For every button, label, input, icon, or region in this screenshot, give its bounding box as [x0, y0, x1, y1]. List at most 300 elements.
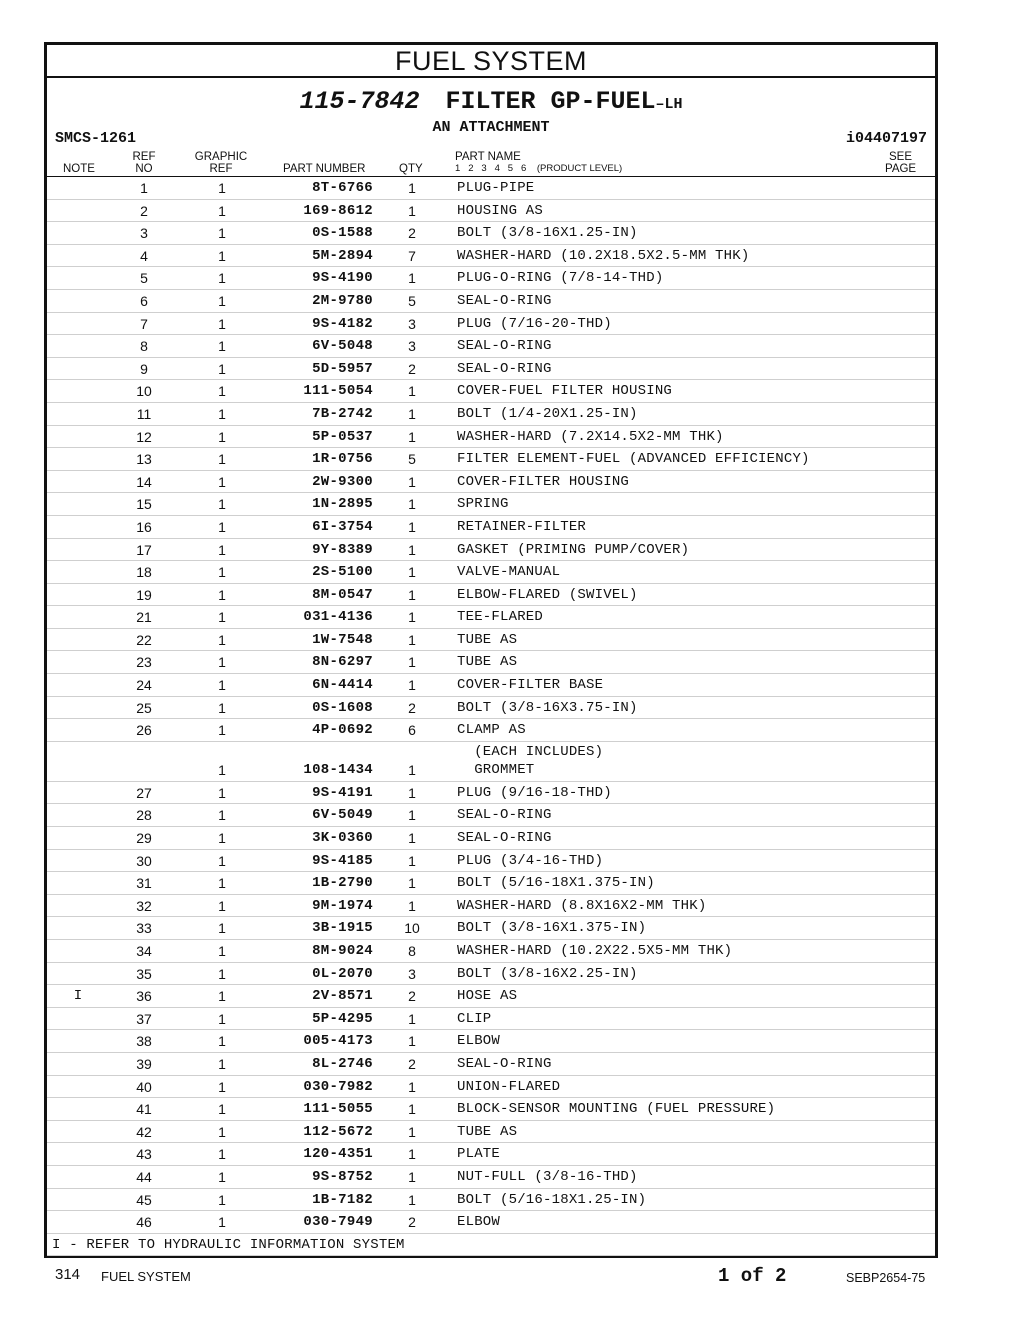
row-part-number: 8N-6297: [312, 654, 373, 671]
row-qty: 2: [408, 360, 416, 377]
row-part-number: 9S-4190: [312, 270, 373, 287]
group-header: [47, 78, 935, 136]
parts-table: [47, 177, 935, 1234]
row-qty: 2: [408, 1055, 416, 1072]
section-title: FUEL SYSTEM: [47, 45, 935, 78]
row-graphic-ref: 1: [218, 428, 226, 445]
row-ref-no: 27: [136, 784, 152, 801]
row-part-number: 6I-3754: [312, 518, 373, 535]
row-qty: 1: [408, 1168, 416, 1185]
row-part-name: WASHER-HARD (10.2X18.5X2.5-MM THK): [457, 247, 750, 264]
parts-list-frame: [44, 42, 938, 1258]
row-graphic-ref: 1: [218, 1123, 226, 1140]
table-row: [47, 917, 935, 940]
table-row: [47, 674, 935, 697]
row-qty: 1: [408, 631, 416, 648]
row-part-number: 2S-5100: [312, 564, 373, 581]
row-part-number: 1R-0756: [312, 451, 373, 468]
table-row: [47, 1143, 935, 1166]
row-ref-no: 10: [136, 383, 152, 400]
row-part-name: SEAL-O-RING: [457, 807, 552, 824]
group-suffix: –LH: [655, 96, 683, 113]
col-see-bottom: PAGE: [885, 163, 917, 175]
row-part-name: HOUSING AS: [457, 202, 544, 219]
row-part-name: NUT-FULL (3/8-16-THD): [457, 1168, 638, 1185]
row-qty: 1: [408, 761, 416, 778]
row-ref-no: 43: [136, 1146, 152, 1163]
table-row: [47, 539, 935, 562]
row-part-number: 2W-9300: [312, 473, 373, 490]
table-row: [47, 1098, 935, 1121]
row-graphic-ref: 1: [218, 699, 226, 716]
row-part-number: 9S-4182: [312, 315, 373, 332]
row-qty: 1: [408, 609, 416, 626]
row-graphic-ref: 1: [218, 830, 226, 847]
row-part-name: COVER-FILTER BASE: [457, 677, 604, 694]
row-ref-no: 25: [136, 699, 152, 716]
row-ref-no: 39: [136, 1055, 152, 1072]
table-row: [47, 651, 935, 674]
row-graphic-ref: 1: [218, 564, 226, 581]
row-ref-no: 13: [136, 451, 152, 468]
row-graphic-ref: 1: [218, 654, 226, 671]
table-row: [47, 222, 935, 245]
row-qty: 1: [408, 202, 416, 219]
row-graphic-ref: 1: [218, 631, 226, 648]
row-qty: 1: [408, 875, 416, 892]
col-ref-top: REF: [132, 151, 156, 163]
row-ref-no: 38: [136, 1033, 152, 1050]
table-row: [47, 177, 935, 200]
row-ref-no: 23: [136, 654, 152, 671]
table-row: [47, 1189, 935, 1212]
table-row: [47, 290, 935, 313]
col-product-level: 1 2 3 4 5 6 (PRODUCT LEVEL): [455, 163, 623, 174]
row-graphic-ref: 1: [218, 965, 226, 982]
row-part-number: 8M-0547: [312, 586, 373, 603]
row-graphic-ref: 1: [218, 473, 226, 490]
row-graphic-ref: 1: [218, 852, 226, 869]
row-graphic-ref: 1: [218, 897, 226, 914]
row-part-name: TUBE AS: [457, 654, 518, 671]
table-row: [47, 719, 935, 742]
row-qty: 1: [408, 830, 416, 847]
row-part-number: 1B-7182: [312, 1191, 373, 1208]
row-part-number: 9S-8752: [312, 1168, 373, 1185]
row-graphic-ref: 1: [218, 383, 226, 400]
row-graphic-ref: 1: [218, 722, 226, 739]
row-graphic-ref: 1: [218, 943, 226, 959]
col-graphic-bottom: REF: [209, 163, 233, 175]
row-part-number: 5D-5957: [312, 360, 373, 377]
row-qty: 6: [408, 722, 416, 739]
col-qty: QTY: [399, 163, 423, 175]
row-graphic-ref: 1: [218, 988, 226, 1005]
row-graphic-ref: 1: [218, 807, 226, 824]
row-qty: 7: [408, 247, 416, 264]
row-graphic-ref: 1: [218, 270, 226, 287]
row-part-name: VALVE-MANUAL: [457, 564, 561, 581]
row-part-name: PLUG (9/16-18-THD): [457, 784, 612, 801]
table-row: [47, 985, 935, 1008]
row-part-name: WASHER-HARD (8.8X16X2-MM THK): [457, 897, 707, 914]
row-ref-no: 14: [136, 473, 152, 490]
row-graphic-ref: 1: [218, 1078, 226, 1095]
table-row: [47, 426, 935, 449]
table-row: [47, 493, 935, 516]
row-part-number: 6N-4414: [312, 677, 373, 694]
row-ref-no: 2: [140, 202, 148, 219]
row-qty: 1: [408, 1078, 416, 1095]
column-header: [47, 150, 935, 177]
row-part-number: 8L-2746: [312, 1055, 373, 1072]
row-ref-no: 41: [136, 1101, 152, 1118]
row-part-number: 6V-5048: [312, 338, 373, 355]
table-row: [47, 471, 935, 494]
row-part-name: TUBE AS: [457, 631, 518, 648]
row-qty: 3: [408, 315, 416, 332]
identifier-row: [47, 122, 935, 150]
row-part-name: HOSE AS: [457, 988, 518, 1005]
group-title: [47, 78, 935, 119]
table-row: [47, 742, 935, 782]
row-qty: 1: [408, 1146, 416, 1163]
row-part-number: 112-5672: [303, 1123, 373, 1140]
table-row: [47, 561, 935, 584]
row-ref-no: 21: [136, 609, 152, 626]
row-ref-no: 19: [136, 586, 152, 603]
footnote: I - REFER TO HYDRAULIC INFORMATION SYSTEM: [52, 1236, 405, 1253]
row-part-number: 9M-1974: [312, 897, 373, 914]
row-part-name: TEE-FLARED: [457, 609, 544, 626]
table-row: [47, 313, 935, 336]
row-ref-no: 29: [136, 830, 152, 847]
row-part-number: 111-5054: [303, 383, 373, 400]
table-row: [47, 606, 935, 629]
row-graphic-ref: 1: [218, 1101, 226, 1118]
row-part-name: BOLT (3/8-16X3.75-IN): [457, 699, 638, 716]
row-part-name: SEAL-O-RING: [457, 830, 552, 847]
row-part-number: 4P-0692: [312, 722, 373, 739]
table-row: [47, 380, 935, 403]
row-ref-no: 42: [136, 1123, 152, 1140]
row-ref-no: 16: [136, 518, 152, 535]
row-part-name: CLAMP AS: [457, 722, 526, 739]
row-qty: 1: [408, 473, 416, 490]
row-qty: 1: [408, 1123, 416, 1140]
table-row: [47, 827, 935, 850]
row-graphic-ref: 1: [218, 586, 226, 603]
row-ref-no: 1: [140, 180, 148, 196]
row-graphic-ref: 1: [218, 920, 226, 937]
row-ref-no: 31: [136, 875, 152, 892]
row-part-name: FILTER ELEMENT-FUEL (ADVANCED EFFICIENCY): [457, 451, 810, 468]
row-qty: 2: [408, 225, 416, 242]
row-part-number: 1W-7548: [312, 631, 373, 648]
row-part-name: BOLT (3/8-16X1.25-IN): [457, 225, 638, 242]
row-graphic-ref: 1: [218, 1146, 226, 1163]
row-graphic-ref: 1: [218, 247, 226, 264]
row-part-number: 031-4136: [303, 609, 373, 626]
row-part-number: 030-7982: [303, 1078, 373, 1095]
table-row: [47, 872, 935, 895]
row-part-name-prefix: (EACH INCLUDES): [457, 743, 604, 760]
table-row: [47, 782, 935, 805]
row-part-number: 9S-4185: [312, 852, 373, 869]
row-ref-no: 35: [136, 965, 152, 982]
table-row: [47, 895, 935, 918]
table-row: [47, 448, 935, 471]
row-ref-no: 44: [136, 1168, 152, 1185]
row-graphic-ref: 1: [218, 784, 226, 801]
table-row: [47, 697, 935, 720]
row-part-name: BOLT (3/8-16X1.375-IN): [457, 920, 647, 937]
group-subtitle: AN ATTACHMENT: [432, 119, 550, 136]
row-part-number: 2V-8571: [312, 988, 373, 1005]
table-row: [47, 200, 935, 223]
row-part-name: COVER-FUEL FILTER HOUSING: [457, 383, 673, 400]
row-part-number: 1B-2790: [312, 875, 373, 892]
row-ref-no: 46: [136, 1214, 152, 1231]
row-qty: 1: [408, 677, 416, 694]
row-ref-no: 17: [136, 541, 152, 558]
row-graphic-ref: 1: [218, 292, 226, 309]
row-qty: 1: [408, 1101, 416, 1118]
page-number: 314: [55, 1266, 81, 1283]
table-row: [47, 1121, 935, 1144]
row-part-number: 5P-4295: [312, 1010, 373, 1027]
row-graphic-ref: 1: [218, 360, 226, 377]
row-qty: 5: [408, 292, 416, 309]
row-graphic-ref: 1: [218, 1010, 226, 1027]
row-ref-no: 18: [136, 564, 152, 581]
page-footer: [0, 1266, 1020, 1290]
row-part-number: 169-8612: [303, 202, 373, 219]
row-graphic-ref: 1: [218, 496, 226, 513]
row-part-name: WASHER-HARD (10.2X22.5X5-MM THK): [457, 943, 733, 959]
row-graphic-ref: 1: [218, 1055, 226, 1072]
row-part-name: SEAL-O-RING: [457, 1055, 552, 1072]
row-part-number: 030-7949: [303, 1214, 373, 1231]
row-qty: 1: [408, 541, 416, 558]
row-qty: 5: [408, 451, 416, 468]
row-part-number: 0L-2070: [312, 965, 373, 982]
row-part-name: ELBOW: [457, 1033, 501, 1050]
row-graphic-ref: 1: [218, 875, 226, 892]
table-row: [47, 850, 935, 873]
row-part-number: 7B-2742: [312, 405, 373, 422]
row-qty: 1: [408, 428, 416, 445]
row-part-number: 2M-9780: [312, 292, 373, 309]
row-part-name: UNION-FLARED: [457, 1078, 561, 1095]
footnote-row: [47, 1234, 935, 1256]
row-qty: 1: [408, 586, 416, 603]
row-part-name: BLOCK-SENSOR MOUNTING (FUEL PRESSURE): [457, 1101, 776, 1118]
row-graphic-ref: 1: [218, 541, 226, 558]
table-row: [47, 963, 935, 986]
row-part-name: BOLT (5/16-18X1.375-IN): [457, 875, 655, 892]
col-part-number: PART NUMBER: [283, 163, 366, 175]
table-row: [47, 516, 935, 539]
col-part-name: PART NAME: [455, 151, 521, 163]
group-name: FILTER GP-FUEL: [445, 87, 656, 116]
footer-section: FUEL SYSTEM: [101, 1269, 191, 1284]
row-part-name: COVER-FILTER HOUSING: [457, 473, 630, 490]
row-ref-no: 33: [136, 920, 152, 937]
row-graphic-ref: 1: [218, 180, 226, 196]
smcs-code: SMCS-1261: [55, 130, 137, 147]
row-graphic-ref: 1: [218, 1168, 226, 1185]
row-graphic-ref: 1: [218, 451, 226, 468]
row-part-name: PLUG-O-RING (7/8-14-THD): [457, 270, 664, 287]
row-qty: 10: [404, 920, 420, 937]
row-ref-no: 12: [136, 428, 152, 445]
illustration-id: i04407197: [845, 130, 927, 147]
row-part-number: 1N-2895: [312, 496, 373, 513]
row-ref-no: 45: [136, 1191, 152, 1208]
row-part-name: SPRING: [457, 496, 509, 513]
row-ref-no: 11: [136, 405, 152, 422]
document-code: SEBP2654-75: [846, 1271, 926, 1285]
row-graphic-ref: 1: [218, 225, 226, 242]
row-part-name: GASKET (PRIMING PUMP/COVER): [457, 541, 690, 558]
row-ref-no: 4: [140, 247, 148, 264]
row-graphic-ref: 1: [218, 518, 226, 535]
row-part-name: BOLT (1/4-20X1.25-IN): [457, 405, 638, 422]
row-part-name: PLUG (3/4-16-THD): [457, 852, 604, 869]
row-graphic-ref: 1: [218, 609, 226, 626]
row-ref-no: 6: [140, 292, 148, 309]
row-part-number: 9S-4191: [312, 784, 373, 801]
table-row: [47, 584, 935, 607]
row-part-name: BOLT (5/16-18X1.25-IN): [457, 1191, 647, 1208]
row-ref-no: 8: [140, 338, 148, 355]
row-qty: 8: [408, 943, 416, 959]
row-ref-no: 26: [136, 722, 152, 739]
row-graphic-ref: 1: [218, 405, 226, 422]
row-part-number: 8T-6766: [312, 180, 373, 196]
row-qty: 1: [408, 784, 416, 801]
row-qty: 1: [408, 405, 416, 422]
col-graphic-top: GRAPHIC: [194, 151, 248, 163]
row-graphic-ref: 1: [218, 338, 226, 355]
table-row: [47, 940, 935, 963]
row-graphic-ref: 1: [218, 1191, 226, 1208]
row-qty: 1: [408, 807, 416, 824]
table-row: [47, 1030, 935, 1053]
row-qty: 1: [408, 897, 416, 914]
row-part-number: 8M-9024: [312, 943, 373, 959]
row-note: I: [73, 988, 83, 1005]
row-qty: 1: [408, 180, 416, 196]
row-graphic-ref: 1: [218, 315, 226, 332]
row-ref-no: 5: [140, 270, 148, 287]
row-part-number: 0S-1588: [312, 225, 373, 242]
row-qty: 1: [408, 518, 416, 535]
row-qty: 1: [408, 1191, 416, 1208]
table-row: [47, 1053, 935, 1076]
row-ref-no: 9: [140, 360, 148, 377]
row-ref-no: 32: [136, 897, 152, 914]
row-part-number: 5M-2894: [312, 247, 373, 264]
row-ref-no: 36: [136, 988, 152, 1005]
row-part-number: 3K-0360: [312, 830, 373, 847]
row-ref-no: 30: [136, 852, 152, 869]
col-see-top: SEE: [889, 151, 913, 163]
row-ref-no: 34: [136, 943, 152, 959]
col-ref-bottom: NO: [135, 163, 153, 175]
row-part-number: 0S-1608: [312, 699, 373, 716]
row-ref-no: 28: [136, 807, 152, 824]
row-qty: 2: [408, 1214, 416, 1231]
row-qty: 1: [408, 496, 416, 513]
table-row: [47, 804, 935, 827]
row-ref-no: 15: [136, 496, 152, 513]
table-row: [47, 267, 935, 290]
row-part-name: TUBE AS: [457, 1123, 518, 1140]
row-ref-no: 37: [136, 1010, 152, 1027]
row-part-number: 6V-5049: [312, 807, 373, 824]
row-part-number: 005-4173: [303, 1033, 373, 1050]
row-qty: 1: [408, 270, 416, 287]
row-part-name: ELBOW: [457, 1214, 501, 1231]
pagination: 1 of 2: [718, 1265, 787, 1287]
table-row: [47, 1008, 935, 1031]
row-part-number: 108-1434: [303, 761, 373, 778]
row-part-name: ELBOW-FLARED (SWIVEL): [457, 586, 638, 603]
row-qty: 1: [408, 383, 416, 400]
row-qty: 3: [408, 965, 416, 982]
row-qty: 1: [408, 564, 416, 581]
row-part-number: 120-4351: [303, 1146, 373, 1163]
row-graphic-ref: 1: [218, 677, 226, 694]
row-part-number: 5P-0537: [312, 428, 373, 445]
row-part-name: PLUG (7/16-20-THD): [457, 315, 612, 332]
row-graphic-ref: 1: [218, 202, 226, 219]
row-qty: 3: [408, 338, 416, 355]
table-row: [47, 358, 935, 381]
table-row: [47, 335, 935, 358]
row-part-name: WASHER-HARD (7.2X14.5X2-MM THK): [457, 428, 724, 445]
row-ref-no: 7: [140, 315, 148, 332]
row-part-name: BOLT (3/8-16X2.25-IN): [457, 965, 638, 982]
row-part-number: 9Y-8389: [312, 541, 373, 558]
row-qty: 1: [408, 852, 416, 869]
row-graphic-ref: 1: [218, 1033, 226, 1050]
table-row: [47, 1166, 935, 1189]
row-part-name: RETAINER-FILTER: [457, 518, 587, 535]
table-row: [47, 629, 935, 652]
row-graphic-ref: 1: [218, 761, 226, 778]
row-part-name: CLIP: [457, 1010, 492, 1027]
row-part-name: SEAL-O-RING: [457, 338, 552, 355]
table-row: [47, 1211, 935, 1234]
col-note: NOTE: [63, 163, 95, 175]
row-part-name: SEAL-O-RING: [457, 292, 552, 309]
row-part-name: SEAL-O-RING: [457, 360, 552, 377]
table-row: [47, 245, 935, 268]
row-qty: 1: [408, 1010, 416, 1027]
row-part-number: 3B-1915: [312, 920, 373, 937]
row-part-name: PLATE: [457, 1146, 501, 1163]
row-ref-no: 24: [136, 677, 152, 694]
table-row: [47, 1076, 935, 1099]
row-part-name: PLUG-PIPE: [457, 180, 535, 196]
row-qty: 1: [408, 654, 416, 671]
row-ref-no: 40: [136, 1078, 152, 1095]
row-ref-no: 22: [136, 631, 152, 648]
row-qty: 1: [408, 1033, 416, 1050]
